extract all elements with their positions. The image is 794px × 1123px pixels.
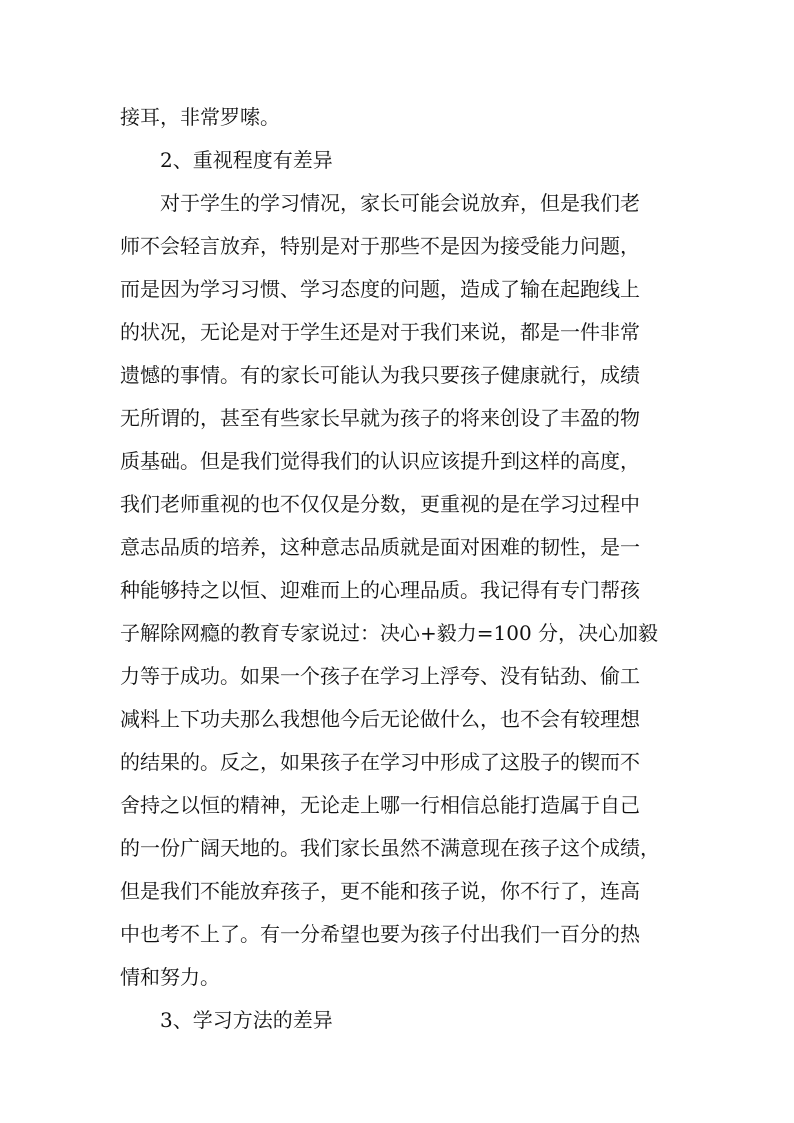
text-line: 子解除网瘾的教育专家说过：决心+毅力=100 分，决心加毅 — [120, 621, 659, 645]
text-line: 但是我们不能放弃孩子，更不能和孩子说，你不行了，连高 — [120, 879, 640, 903]
text-line: 的结果的。反之，如果孩子在学习中形成了这股子的锲而不 — [120, 750, 640, 774]
text-line: 对于学生的学习情况，家长可能会说放弃，但是我们老 — [160, 191, 640, 215]
text-line: 的状况，无论是对于学生还是对于我们来说，都是一件非常 — [120, 320, 640, 344]
text-line: 接耳，非常罗嗦。 — [120, 105, 280, 129]
text-line: 师不会轻言放弃，特别是对于那些不是因为接受能力问题， — [120, 234, 640, 258]
text-line: 遗憾的事情。有的家长可能认为我只要孩子健康就行，成绩 — [120, 363, 640, 387]
text-line: 减料上下功夫那么我想他今后无论做什么，也不会有较理想 — [120, 707, 640, 731]
text-line: 无所谓的，甚至有些家长早就为孩子的将来创设了丰盈的物 — [120, 406, 640, 430]
text-line: 情和努力。 — [120, 965, 220, 989]
text-line: 种能够持之以恒、迎难而上的心理品质。我记得有专门帮孩 — [120, 578, 640, 602]
section-heading: 3、学习方法的差异 — [160, 1008, 333, 1032]
text-line: 力等于成功。如果一个孩子在学习上浮夸、没有钻劲、偷工 — [120, 664, 640, 688]
text-line: 的一份广阔天地的。我们家长虽然不满意现在孩子这个成绩， — [120, 836, 660, 860]
text-line: 舍持之以恒的精神，无论走上哪一行相信总能打造属于自己 — [120, 793, 640, 817]
text-line: 我们老师重视的也不仅仅是分数，更重视的是在学习过程中 — [120, 492, 640, 516]
text-line: 质基础。但是我们觉得我们的认识应该提升到这样的高度， — [120, 449, 640, 473]
text-line: 而是因为学习习惯、学习态度的问题，造成了输在起跑线上 — [120, 277, 640, 301]
text-line: 中也考不上了。有一分希望也要为孩子付出我们一百分的热 — [120, 922, 640, 946]
section-heading: 2、重视程度有差异 — [160, 148, 333, 172]
text-line: 意志品质的培养，这种意志品质就是面对困难的韧性，是一 — [120, 535, 640, 559]
